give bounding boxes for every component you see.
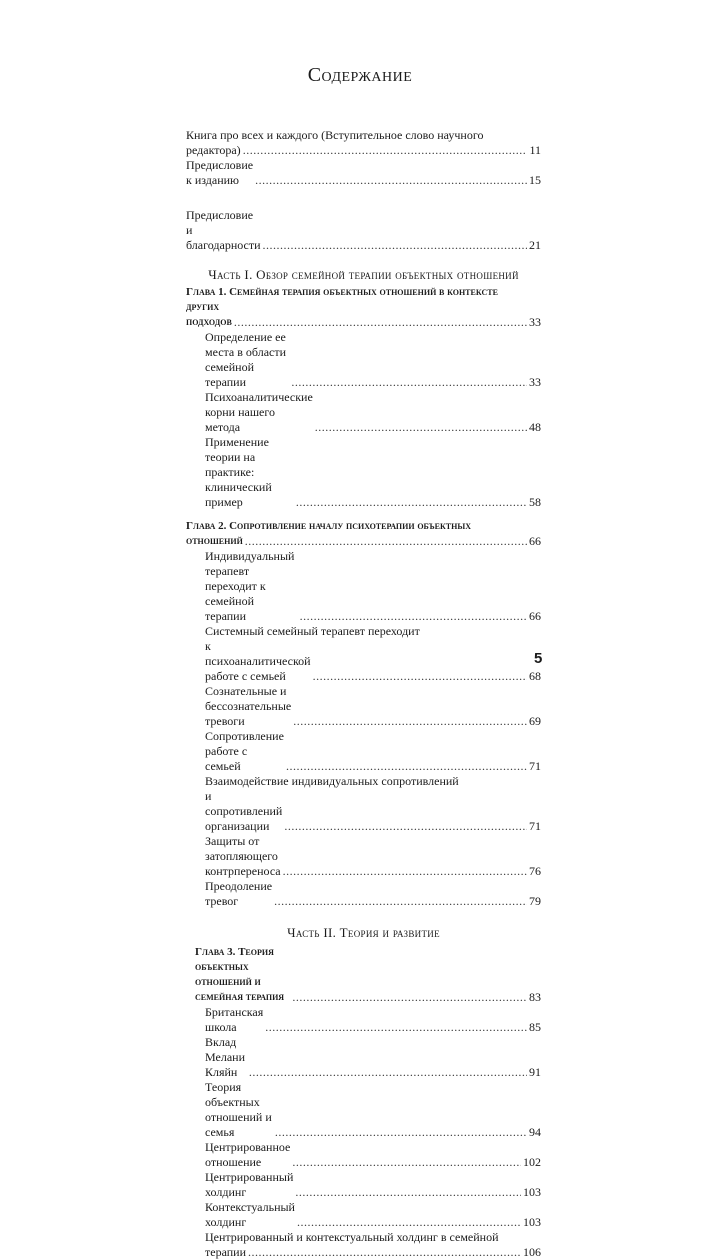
entry-page: 15: [529, 173, 541, 187]
entry-page: 48: [529, 420, 541, 434]
entry-title: Теория объектных отношений и семья: [205, 1080, 272, 1139]
leader-dots: [245, 534, 527, 549]
entry-title: и сопротивлений организации: [205, 789, 283, 833]
entry-title: к психоаналитической работе с семьей: [205, 639, 311, 683]
leader-dots: [295, 1185, 521, 1200]
toc-entry[interactable]: [186, 1005, 541, 1035]
leader-dots: [296, 495, 527, 510]
leader-dots: [286, 759, 527, 774]
toc-entry-line: Книга про всех и каждого (Вступительное слово научного: [186, 128, 484, 142]
entry-page: 66: [529, 534, 541, 548]
page-title: Содержание: [307, 64, 413, 86]
entry-title: Индивидуальный терапевт переходит к семейной терапии: [205, 549, 295, 623]
leader-dots: [243, 143, 528, 158]
toc-entry[interactable]: [186, 879, 541, 909]
entry-title: Британская школа: [205, 1005, 264, 1034]
entry-title: Сознательные и бессознательные тревоги: [205, 684, 292, 728]
leader-dots: [315, 420, 527, 435]
leader-dots: [265, 1020, 527, 1035]
entry-page: 66: [529, 609, 541, 623]
entry-title: Центрированный холдинг: [205, 1170, 294, 1199]
toc-entry[interactable]: [186, 1140, 541, 1170]
entry-title: Предисловие и благодарности: [186, 208, 261, 252]
toc-entry[interactable]: [186, 1035, 541, 1080]
leader-dots: [263, 238, 527, 253]
entry-page: 69: [529, 714, 541, 728]
entry-page: 71: [529, 819, 541, 833]
entry-title: Применение теории на практике: клинический пример: [205, 435, 272, 509]
leader-dots: [275, 1125, 527, 1140]
toc-entry[interactable]: [186, 1200, 541, 1230]
entry-title: отношений: [186, 535, 243, 547]
entry-page: 106: [523, 1245, 541, 1259]
toc-entry[interactable]: [186, 1245, 541, 1260]
toc-entry[interactable]: [186, 143, 541, 158]
chapter-title[interactable]: Глава 2. Сопротивление началу психотерапии объектных: [186, 520, 471, 532]
toc-entry[interactable]: [186, 1080, 541, 1140]
leader-dots: [300, 609, 527, 624]
toc-entry-line: Центрированный и контекстуальный холдинг в семейной: [205, 1230, 499, 1244]
entry-page: 33: [529, 315, 541, 329]
toc-entry-line: Системный семейный терапевт переходит: [205, 624, 420, 638]
toc-entry[interactable]: [186, 330, 541, 390]
toc-entry[interactable]: [186, 684, 541, 729]
toc-entry[interactable]: [186, 789, 541, 834]
entry-page: 71: [529, 759, 541, 773]
toc-entry[interactable]: [186, 534, 541, 549]
entry-page: 76: [529, 864, 541, 878]
entry-page: 94: [529, 1125, 541, 1139]
toc-entry[interactable]: [186, 834, 541, 879]
chapter-title[interactable]: Глава 1. Семейная терапия объектных отношений в контексте: [186, 286, 498, 298]
leader-dots: [249, 1065, 527, 1080]
toc-entry[interactable]: [186, 158, 541, 188]
part-title: Часть I. Обзор семейной терапии объектных отношений: [208, 267, 519, 282]
leader-dots: [313, 669, 527, 684]
entry-title: Центрированное отношение: [205, 1140, 291, 1169]
entry-title: терапии: [205, 1245, 247, 1259]
entry-page: 85: [529, 1020, 541, 1034]
leader-dots: [291, 375, 527, 390]
entry-title: Глава 3. Теория объектных отношений и семейная терапия: [195, 946, 285, 1003]
leader-dots: [255, 173, 527, 188]
leader-dots: [234, 315, 527, 330]
entry-page: 91: [529, 1065, 541, 1079]
toc-entry[interactable]: [186, 549, 541, 624]
leader-dots: [293, 714, 527, 729]
entry-page: 103: [523, 1185, 541, 1199]
toc-entry[interactable]: [186, 1170, 541, 1200]
entry-page: 103: [523, 1215, 541, 1229]
entry-page: 83: [529, 990, 541, 1004]
toc-entry[interactable]: [186, 729, 541, 774]
leader-dots: [292, 990, 527, 1005]
entry-page: 79: [529, 894, 541, 908]
entry-title: редактора): [186, 143, 241, 157]
page-number: 5: [534, 650, 543, 667]
entry-title: Предисловие к изданию: [186, 158, 254, 187]
toc-entry[interactable]: [186, 390, 541, 435]
entry-title: Контекстуальный холдинг: [205, 1200, 295, 1229]
table-of-contents: [186, 128, 541, 1260]
toc-entry[interactable]: [186, 435, 541, 510]
entry-title: Защиты от затопляющего контрпереноса: [205, 834, 281, 878]
toc-entry[interactable]: [186, 300, 541, 330]
entry-page: 11: [529, 143, 541, 157]
entry-title: других подходов: [186, 301, 232, 328]
entry-page: 102: [523, 1155, 541, 1169]
part-title: Часть II. Теория и развитие: [287, 925, 440, 940]
toc-entry[interactable]: [186, 208, 541, 253]
entry-title: Вклад Мелани Кляйн: [205, 1035, 245, 1079]
leader-dots: [297, 1215, 521, 1230]
leader-dots: [284, 819, 527, 834]
entry-page: 68: [529, 669, 541, 683]
entry-title: Психоаналитические корни нашего метода: [205, 390, 313, 434]
leader-dots: [292, 1155, 521, 1170]
entry-title: Сопротивление работе с семьей: [205, 729, 284, 773]
entry-page: 33: [529, 375, 541, 389]
entry-page: 58: [529, 495, 541, 509]
toc-entry[interactable]: [186, 639, 541, 684]
entry-title: Преодоление тревог: [205, 879, 273, 908]
leader-dots: [283, 864, 527, 879]
entry-page: 21: [529, 238, 541, 252]
entry-title: Определение ее места в области семейной терапии: [205, 330, 287, 389]
leader-dots: [274, 894, 527, 909]
toc-entry-line: Взаимодействие индивидуальных сопротивлений: [205, 774, 459, 788]
toc-entry[interactable]: [186, 945, 541, 1005]
leader-dots: [248, 1245, 521, 1260]
